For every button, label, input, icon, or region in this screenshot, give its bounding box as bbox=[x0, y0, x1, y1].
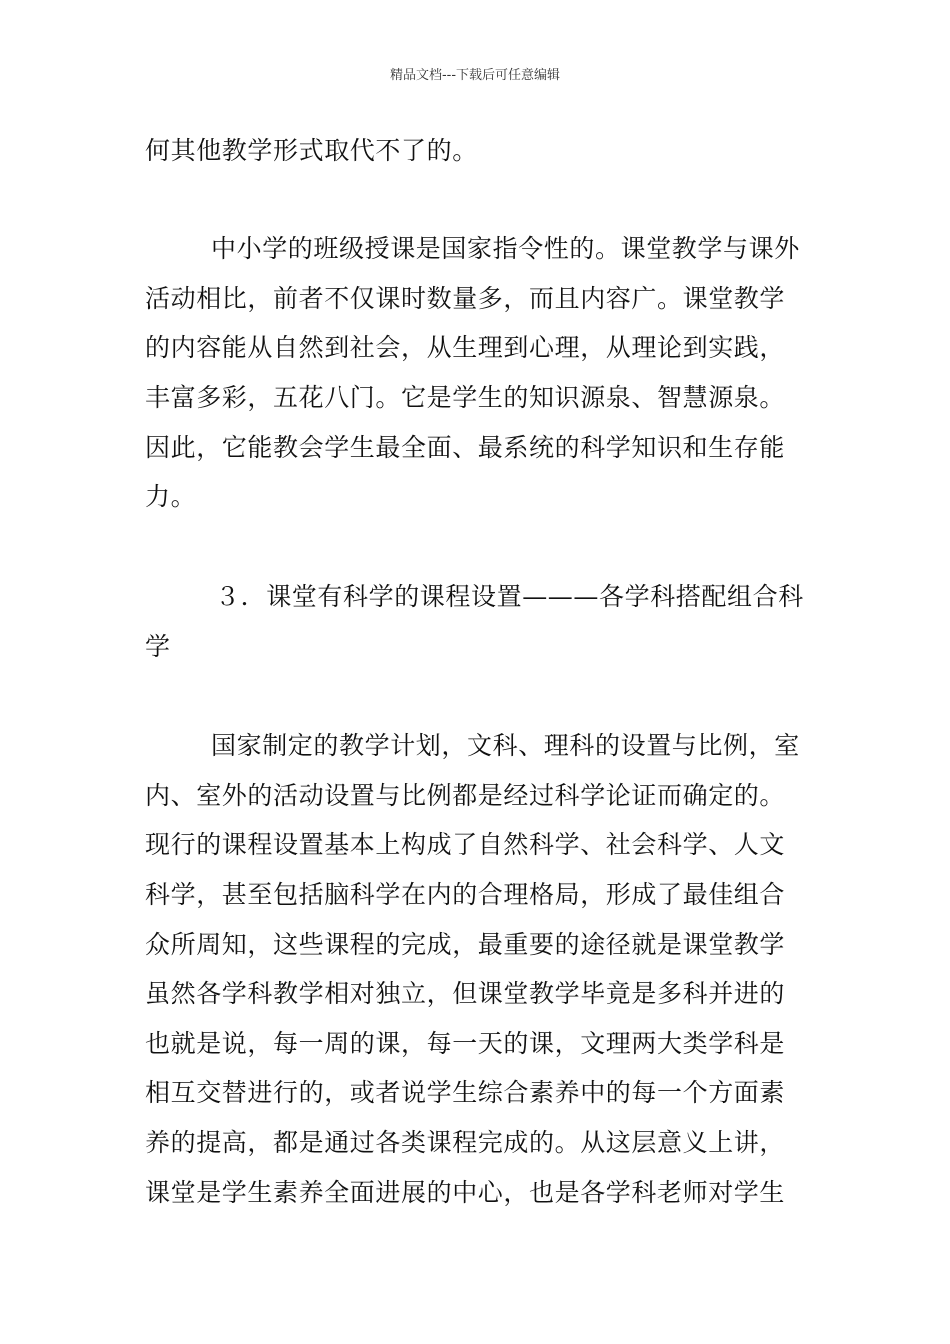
paragraph-3-line-6: 虽然各学科教学相对独立，但课堂教学毕竟是多科并进的 bbox=[145, 979, 786, 1008]
paragraph-2-line-4: 丰富多彩，五花八门。它是学生的知识源泉、智慧源泉。 bbox=[145, 383, 786, 412]
paragraph-3-line-4: 科学，甚至包括脑科学在内的合理格局，形成了最佳组合 bbox=[145, 880, 786, 909]
paragraph-3-line-5: 众所周知，这些课程的完成，最重要的途径就是课堂教学 bbox=[145, 930, 786, 959]
paragraph-1-line-1: 何其他教学形式取代不了的。 bbox=[145, 136, 478, 165]
paragraph-3-line-10: 课堂是学生素养全面进展的中心，也是各学科老师对学生 bbox=[145, 1178, 786, 1207]
paragraph-2-line-6: 力。 bbox=[145, 482, 197, 511]
paragraph-2-line-5: 因此，它能教会学生最全面、最系统的科学知识和生存能 bbox=[145, 433, 786, 462]
paragraph-3-line-8: 相互交替进行的，或者说学生综合素养中的每一个方面素 bbox=[145, 1078, 786, 1107]
paragraph-2-line-2: 活动相比，前者不仅课时数量多，而且内容广。课堂教学 bbox=[145, 284, 786, 313]
paragraph-3-line-2: 内、室外的活动设置与比例都是经过科学论证而确定的。 bbox=[145, 781, 786, 810]
page-header: 精品文档---下载后可任意编辑 bbox=[389, 68, 561, 83]
section-heading-line-2: 学 bbox=[145, 632, 171, 661]
paragraph-2-line-1: 中小学的班级授课是国家指令性的。课堂教学与课外 bbox=[211, 234, 800, 263]
paragraph-3-line-3: 现行的课程设置基本上构成了自然科学、社会科学、人文 bbox=[145, 830, 786, 859]
paragraph-2-line-3: 的内容能从自然到社会，从生理到心理，从理论到实践， bbox=[145, 333, 786, 362]
paragraph-3-line-7: 也就是说，每一周的课，每一天的课，文理两大类学科是 bbox=[145, 1029, 786, 1058]
section-heading-line-1: ３．课堂有科学的课程设置———各学科搭配组合科 bbox=[215, 582, 804, 611]
paragraph-3-line-9: 养的提高，都是通过各类课程完成的。从这层意义上讲， bbox=[145, 1128, 786, 1157]
paragraph-3-line-1: 国家制定的教学计划，文科、理科的设置与比例，室 bbox=[211, 731, 800, 760]
